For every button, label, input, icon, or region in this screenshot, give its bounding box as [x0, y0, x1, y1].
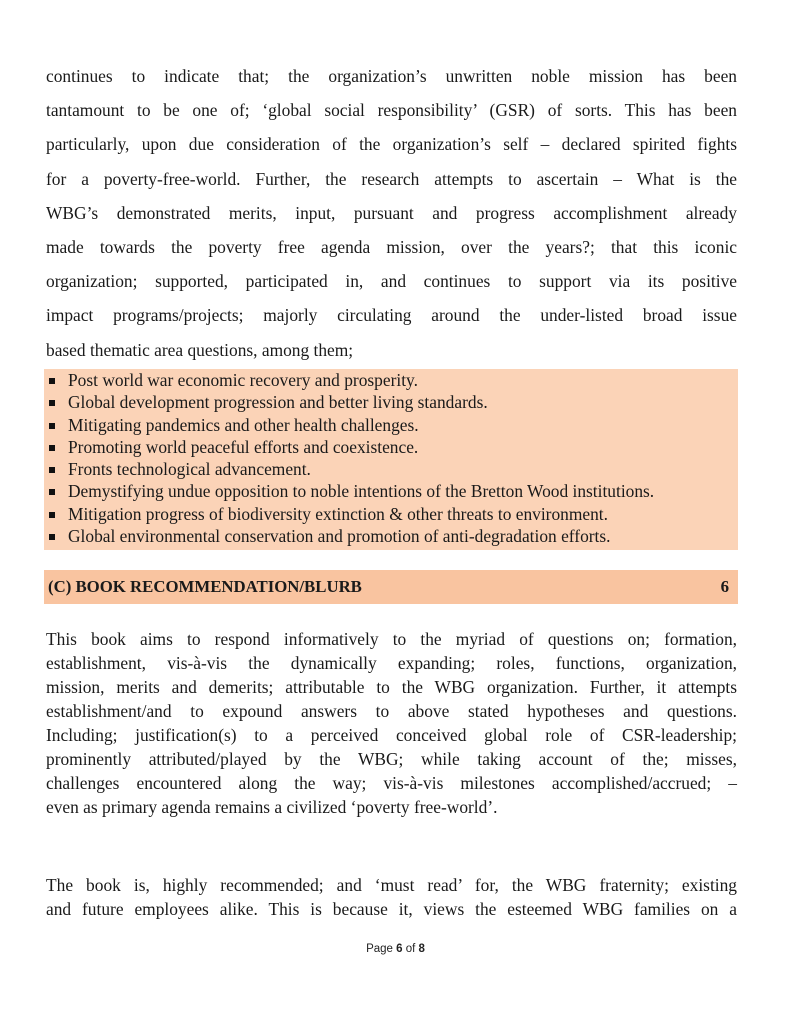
- paragraph-line: establishment, vis-à-vis the dynamically expanding; roles, functions, organization,: [46, 653, 737, 673]
- list-item: [44, 503, 738, 525]
- list-item-text: Mitigating pandemics and other health challenges.: [68, 414, 419, 435]
- list-item: [44, 480, 738, 502]
- page-footer: [0, 943, 791, 955]
- paragraph-line: challenges encountered along the way; vis-à-vis milestones accomplished/accrued; –: [46, 773, 737, 793]
- blurb-paragraph-1: [46, 627, 737, 819]
- intro-line: particularly, upon due consideration of the organization’s self – declared spirited fights: [46, 134, 737, 155]
- intro-paragraph: [46, 59, 737, 367]
- intro-line: tantamount to be one of; ‘global social responsibility’ (GSR) of sorts. This has been: [46, 100, 737, 121]
- paragraph-line: and future employees alike. This is because it, views the esteemed WBG families on a: [46, 899, 737, 919]
- page-label: Page: [366, 943, 393, 955]
- list-item-text: Promoting world peaceful efforts and coexistence.: [68, 436, 419, 457]
- bullet-square-icon: [49, 423, 55, 429]
- intro-line: impact programs/projects; majorly circulating around the under-listed broad issue: [46, 305, 737, 326]
- blurb-paragraph-2: [46, 873, 737, 921]
- bullet-square-icon: [49, 445, 55, 451]
- list-item-text: Mitigation progress of biodiversity extinction & other threats to environment.: [68, 503, 608, 524]
- paragraph-line: establishment/and to expound answers to above stated hypotheses and questions.: [46, 701, 737, 721]
- intro-line: continues to indicate that; the organization’s unwritten noble mission has been: [46, 66, 737, 86]
- intro-line: based thematic area questions, among them;: [46, 339, 354, 360]
- list-item-text: Post world war economic recovery and prosperity.: [68, 370, 418, 390]
- bullet-square-icon: [49, 512, 55, 518]
- section-heading-bar: [44, 570, 738, 604]
- list-item: [44, 369, 738, 391]
- list-item: [44, 525, 738, 547]
- intro-line: for a poverty-free-world. Further, the research attempts to ascertain – What is the: [46, 168, 737, 189]
- bullet-square-icon: [49, 378, 55, 384]
- list-item-text: Global development progression and better living standards.: [68, 392, 488, 413]
- paragraph-line: prominently attributed/played by the WBG; while taking account of the; misses,: [46, 749, 737, 769]
- list-item-text: Demystifying undue opposition to noble intentions of the Bretton Wood institutions.: [68, 481, 655, 502]
- list-item-text: Global environmental conservation and promotion of anti-degradation efforts.: [68, 526, 611, 547]
- section-page-number: 6: [720, 577, 729, 596]
- paragraph-line: The book is, highly recommended; and ‘must read’ for, the WBG fraternity; existing: [46, 875, 737, 895]
- paragraph-line: mission, merits and demerits; attributable to the WBG organization. Further, it attempts: [46, 677, 737, 697]
- intro-line: made towards the poverty free agenda mission, over the years?; that this iconic: [46, 236, 737, 257]
- list-item: [44, 458, 738, 480]
- bullet-square-icon: [49, 400, 55, 406]
- paragraph-line: even as primary agenda remains a civilized ‘poverty free-world’.: [46, 797, 498, 817]
- paragraph-line: Including; justification(s) to a perceived conceived global role of CSR-leadership;: [46, 725, 737, 745]
- paragraph-line: This book aims to respond informatively to the myriad of questions on; formation,: [46, 629, 737, 649]
- bullet-square-icon: [49, 489, 55, 495]
- total-pages: 8: [418, 943, 425, 955]
- current-page: 6: [396, 943, 403, 955]
- of-label: of: [405, 943, 416, 955]
- intro-line: WBG’s demonstrated merits, input, pursuant and progress accomplishment already: [46, 202, 737, 223]
- intro-line: organization; supported, participated in, and continues to support via its positive: [46, 271, 737, 292]
- list-item: [44, 391, 738, 413]
- list-item-text: Fronts technological advancement.: [68, 459, 311, 480]
- thematic-areas-list: [44, 369, 738, 550]
- bullet-square-icon: [49, 534, 55, 540]
- list-item: [44, 414, 738, 436]
- bullet-square-icon: [49, 467, 55, 473]
- list-item: [44, 436, 738, 458]
- section-title: (C) BOOK RECOMMENDATION/BLURB: [48, 577, 362, 596]
